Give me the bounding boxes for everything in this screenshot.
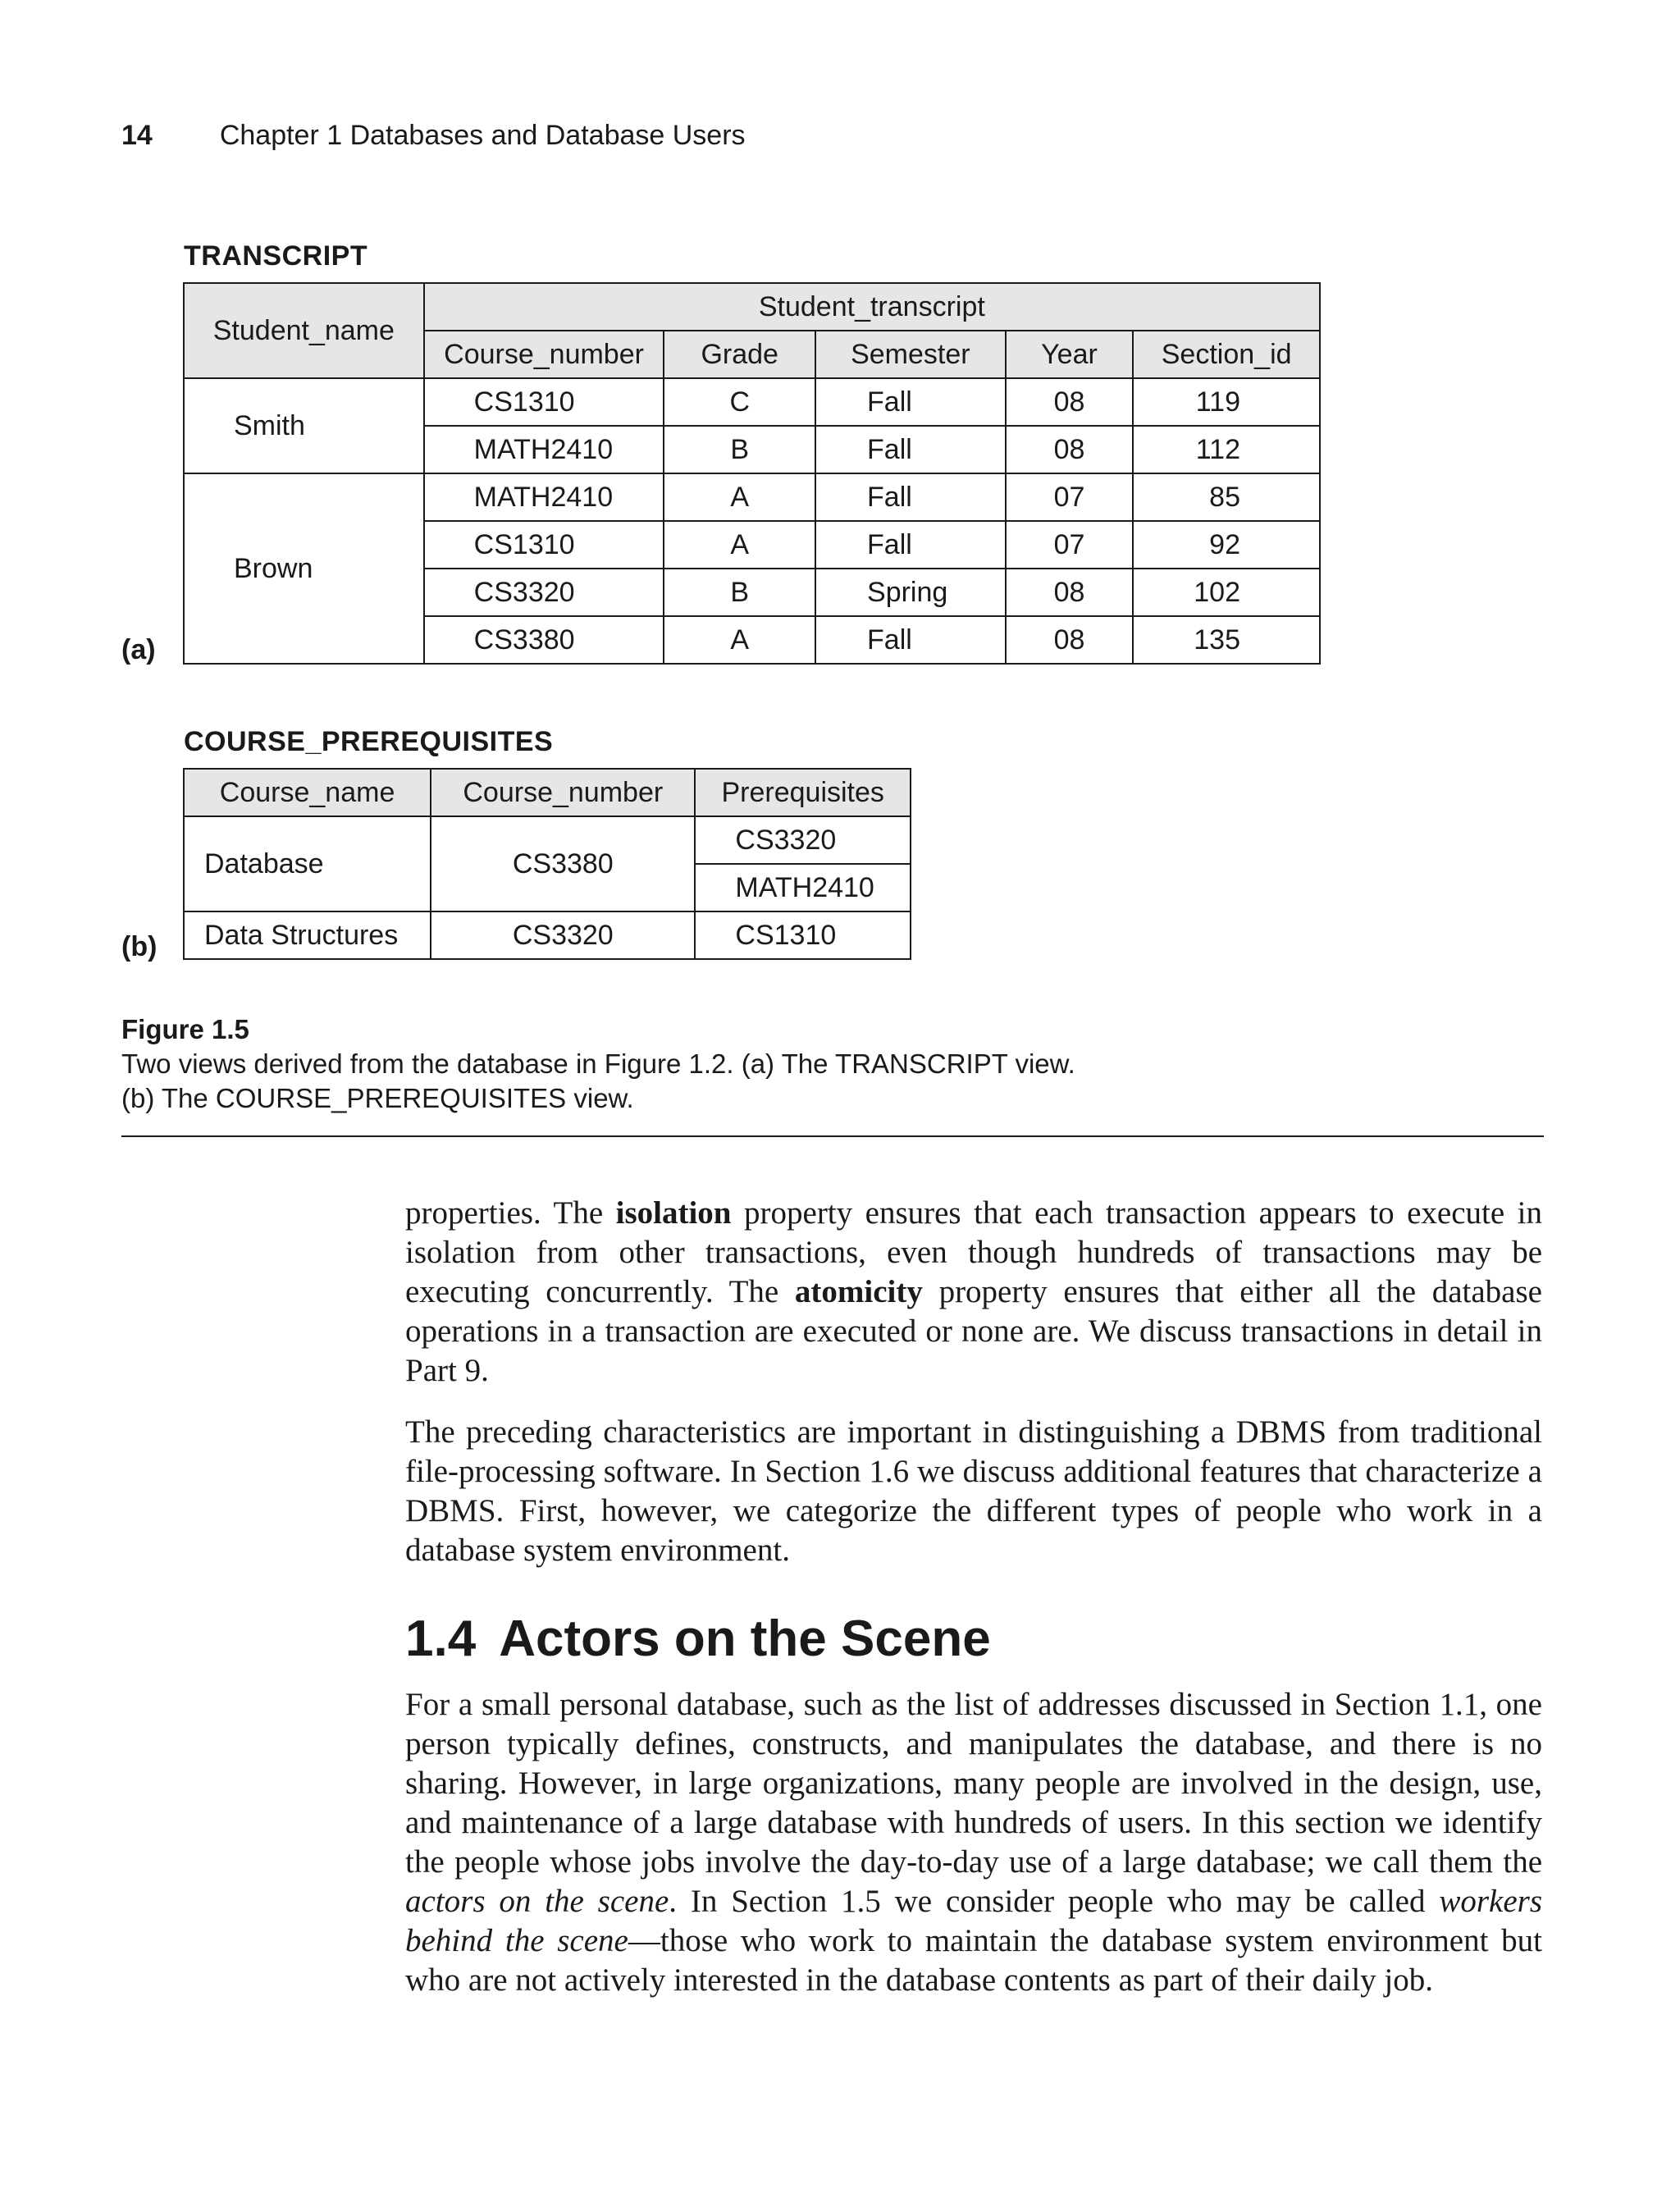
header-course-name: Course_name xyxy=(184,769,431,816)
student-name-cell: Brown xyxy=(184,473,424,664)
year-cell: 07 xyxy=(1006,473,1134,521)
term-actors-on-the-scene: actors on the scene xyxy=(405,1884,669,1919)
panel-label-b: (b) xyxy=(121,931,158,962)
semester-cell: Fall xyxy=(815,521,1006,569)
body-paragraph xyxy=(405,1194,1542,1391)
table-row xyxy=(184,911,911,959)
body-paragraph: The preceding characteristics are important in distinguishing a DBMS from traditional file-processing software. In Section 1.6 we discuss additional features that characterize a DBMS. First, however, we categorize the different types of people who work in a database system environment. xyxy=(405,1414,1542,1568)
caption-line-1: Two views derived from the database in Figure 1.2. (a) The TRANSCRIPT view. xyxy=(121,1048,1075,1079)
table-header-row xyxy=(184,769,911,816)
semester-cell: Fall xyxy=(815,616,1006,664)
section-id-cell: 119 xyxy=(1133,378,1320,426)
prerequisite-cell: MATH2410 xyxy=(695,864,911,911)
text-run: property ensures that either all the database operations in a transaction are executed or none are. We discuss transactions in detail in Part 9. xyxy=(405,1274,1542,1388)
semester-cell: Spring xyxy=(815,569,1006,616)
panel-label-a: (a) xyxy=(121,634,156,665)
header-prerequisites: Prerequisites xyxy=(695,769,911,816)
course-number-cell: MATH2410 xyxy=(424,426,664,473)
grade-cell: A xyxy=(664,616,815,664)
table-header-row xyxy=(184,283,1320,331)
section-id-cell: 112 xyxy=(1133,426,1320,473)
year-cell: 08 xyxy=(1006,569,1134,616)
text-run: properties. The xyxy=(405,1195,616,1231)
running-head xyxy=(121,120,746,152)
course-number-cell: CS3320 xyxy=(424,569,664,616)
prerequisites-title: COURSE_PREREQUISITES xyxy=(184,726,554,757)
header-course-number: Course_number xyxy=(431,769,695,816)
section-id-cell: 85 xyxy=(1133,473,1320,521)
grade-cell: B xyxy=(664,569,815,616)
header-semester: Semester xyxy=(815,331,1006,378)
body-paragraph xyxy=(405,1685,1542,2000)
term-atomicity: atomicity xyxy=(794,1274,923,1309)
course-number-cell: CS3380 xyxy=(431,816,695,911)
table-row xyxy=(184,473,1320,521)
figure-divider xyxy=(121,1135,1544,1137)
transcript-table xyxy=(183,282,1321,665)
transcript-title: TRANSCRIPT xyxy=(184,240,368,272)
course-number-cell: CS3320 xyxy=(431,911,695,959)
page-number: 14 xyxy=(121,120,153,151)
prerequisite-cell: CS3320 xyxy=(695,816,911,864)
course-number-cell: MATH2410 xyxy=(424,473,664,521)
year-cell: 08 xyxy=(1006,616,1134,664)
grade-cell: A xyxy=(664,473,815,521)
table-row xyxy=(184,378,1320,426)
section-heading xyxy=(405,1610,991,1668)
term-isolation: isolation xyxy=(615,1195,732,1231)
course-number-cell: CS1310 xyxy=(424,378,664,426)
semester-cell: Fall xyxy=(815,473,1006,521)
course-name-cell: Data Structures xyxy=(184,911,431,959)
section-number: 1.4 xyxy=(405,1610,477,1667)
year-cell: 08 xyxy=(1006,378,1134,426)
text-run: property ensures that each transaction appears to execute in isolation from other transactions, even though hundreds of transactions may be executing concurrently. The xyxy=(405,1195,1543,1309)
semester-cell: Fall xyxy=(815,378,1006,426)
year-cell: 08 xyxy=(1006,426,1134,473)
figure-label: Figure 1.5 xyxy=(121,1014,249,1044)
text-run: For a small personal database, such as the list of addresses discussed in Section 1.1, one person typically defines, constructs, and manipulates the database, and there is no sharing. However, in large organizations, many people are involved in the design, use, and maintenance of a large database with hundreds of users. In this section we identify the people whose jobs involve the day-to-day use of a large database; we call them the xyxy=(405,1687,1542,1880)
grade-cell: B xyxy=(664,426,815,473)
section-id-cell: 102 xyxy=(1133,569,1320,616)
text-run: —those who work to maintain the database system environment but who are not actively interested in the database contents as part of their daily job. xyxy=(405,1923,1542,1998)
grade-cell: A xyxy=(664,521,815,569)
section-id-cell: 92 xyxy=(1133,521,1320,569)
figure-caption xyxy=(121,1012,1549,1116)
header-course-number: Course_number xyxy=(424,331,664,378)
year-cell: 07 xyxy=(1006,521,1134,569)
semester-cell: Fall xyxy=(815,426,1006,473)
prerequisites-table xyxy=(183,768,911,960)
chapter-title: Chapter 1 Databases and Database Users xyxy=(219,120,746,151)
course-name-cell: Database xyxy=(184,816,431,911)
caption-line-2: (b) The COURSE_PREREQUISITES view. xyxy=(121,1083,634,1113)
table-row xyxy=(184,816,911,864)
header-grade: Grade xyxy=(664,331,815,378)
header-section-id: Section_id xyxy=(1133,331,1320,378)
grade-cell: C xyxy=(664,378,815,426)
term-workers-behind-the-scene: workers behind the scene xyxy=(405,1884,1542,1958)
text-run: . In Section 1.5 we consider people who may be called xyxy=(669,1884,1440,1919)
course-number-cell: CS3380 xyxy=(424,616,664,664)
header-student-name: Student_name xyxy=(184,283,424,378)
section-title: Actors on the Scene xyxy=(499,1610,991,1667)
prerequisite-cell: CS1310 xyxy=(695,911,911,959)
student-name-cell: Smith xyxy=(184,378,424,473)
header-year: Year xyxy=(1006,331,1134,378)
course-number-cell: CS1310 xyxy=(424,521,664,569)
section-id-cell: 135 xyxy=(1133,616,1320,664)
header-student-transcript: Student_transcript xyxy=(424,283,1320,331)
